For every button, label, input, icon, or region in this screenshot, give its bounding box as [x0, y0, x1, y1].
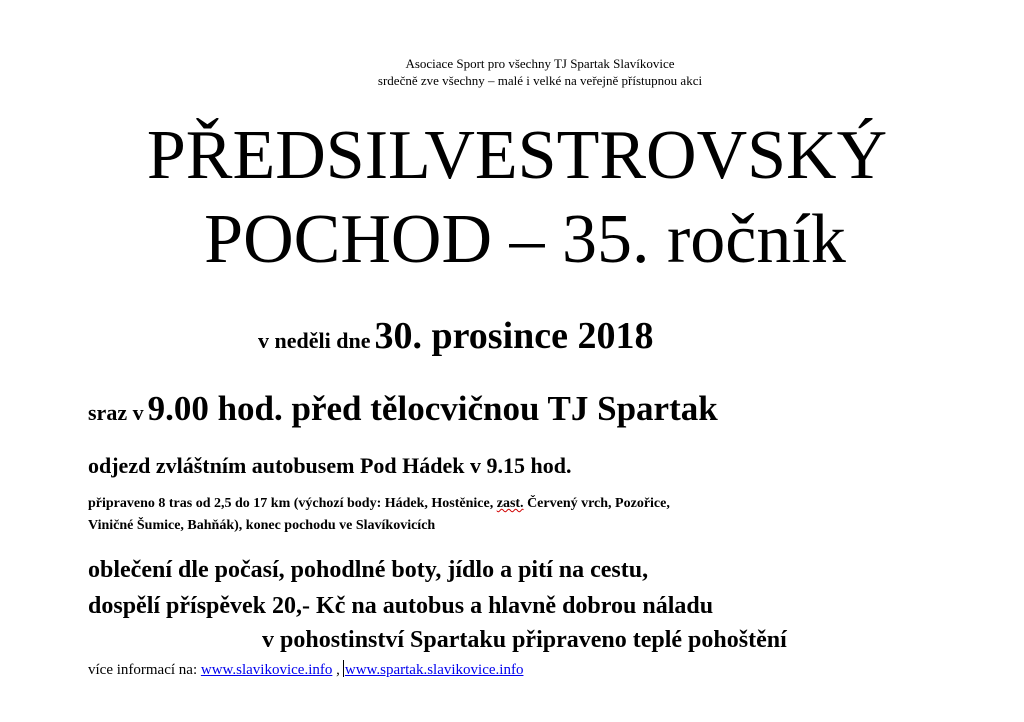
event-title-line-1: PŘEDSILVESTROVSKÝ — [146, 117, 888, 194]
meeting-line — [88, 386, 718, 439]
bring-line-1: oblečení dle počasí, pohodlné boty, jídlo a pití na cestu, — [88, 557, 649, 583]
link-separator: , — [336, 662, 340, 678]
link-spartak[interactable]: www.spartak.slavikovice.info — [344, 662, 524, 678]
routes-text-b: Červený vrch, Pozořice, — [527, 496, 670, 511]
routes-line-2: Viničné Šumice, Bahňák), konec pochodu ve Slavíkovicích — [88, 518, 436, 533]
event-date: 30. prosince 2018 — [374, 315, 654, 357]
bring-line-3: v pohostinství Spartaku připraveno teplé pohoštění — [262, 627, 787, 653]
organizer-line: Asociace Sport pro všechny TJ Spartak Slavíkovice — [405, 56, 675, 71]
bring-line-2: dospělí příspěvek 20,- Kč na autobus a hlavně dobrou náladu — [88, 593, 714, 619]
meeting-prefix: sraz v — [88, 400, 144, 425]
meeting-time-place: 9.00 hod. před tělocvičnou TJ Spartak — [147, 389, 718, 428]
date-prefix: v neděli dne — [258, 328, 371, 353]
link-slavikovice[interactable]: www.slavikovice.info — [200, 662, 333, 678]
invitation-line: srdečně zve všechny – malé i velké na veřejně přístupnou akci — [377, 73, 703, 88]
event-title-line-2: POCHOD – 35. ročník — [204, 201, 846, 278]
event-date-line — [258, 313, 654, 367]
bus-departure: odjezd zvláštním autobusem Pod Hádek v 9.15 hod. — [88, 453, 572, 478]
routes-line-1 — [88, 494, 670, 514]
text-cursor — [343, 660, 344, 677]
more-info-line — [88, 660, 523, 680]
routes-text-a: připraveno 8 tras od 2,5 do 17 km (výchozí body: Hádek, Hostěnice, — [88, 496, 494, 511]
routes-spellcheck-word: zast. — [496, 496, 524, 511]
more-info-label: více informací na: — [88, 662, 198, 678]
